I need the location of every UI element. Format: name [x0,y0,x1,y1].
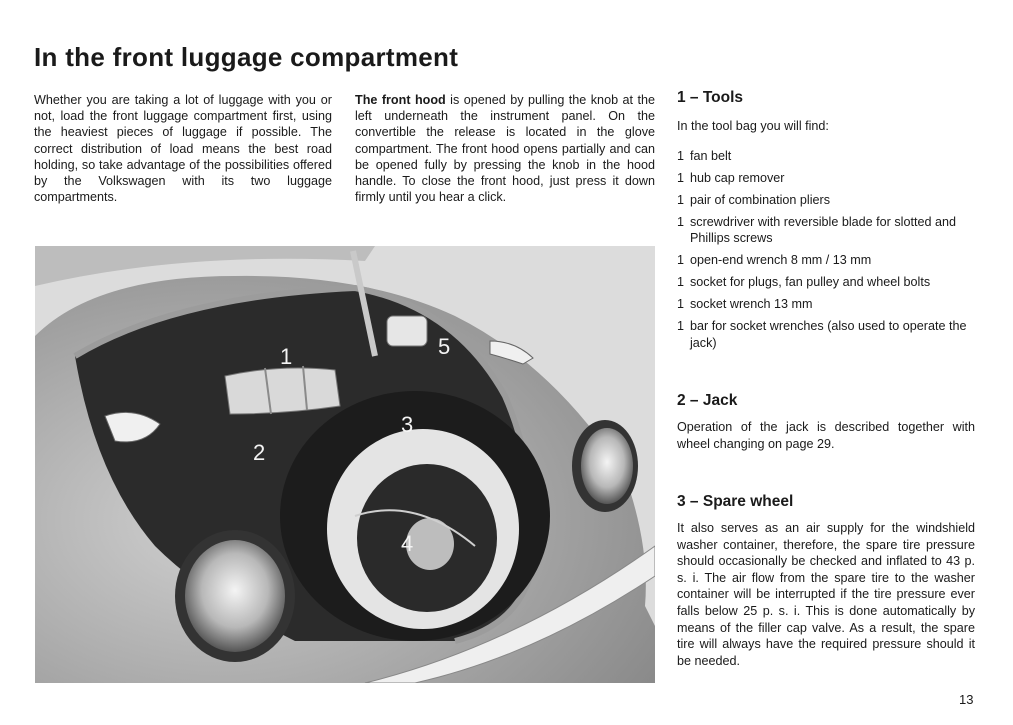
luggage-compartment-photo [35,246,655,683]
tool-text: bar for socket wrenches (also used to operate the jack) [690,319,967,350]
intro-paragraph: Whether you are taking a lot of luggage with you or not, load the front luggage compartment first, using the heaviest pieces of luggage if possible. The correct distribution of load means the best road holding, so take advantage of the possibilities offered by the Volkswagen with its two luggage compartments. [34,93,332,205]
callout-4: 4 [401,531,414,556]
tool-item [677,192,977,208]
front-hood-text: is opened by pulling the knob at the left underneath the instrument panel. On the convertible the release is located in the glove compartment. The front hood opens partially and can be opened fully by pressing the knob in the hood handle. To close the front hood, just press it down firmly until you hear a click. [355,93,655,205]
tool-item [677,148,977,164]
callout-2: 2 [253,440,266,465]
tool-text: socket wrench 13 mm [690,297,813,312]
callout-1: 1 [280,344,293,369]
tool-qty: 1 [677,275,685,290]
tools-intro: In the tool bag you will find: [677,119,829,133]
tool-text: pair of combination pliers [690,193,831,207]
jack-heading: 2 – Jack [677,392,738,409]
tool-item [677,252,977,268]
page-title: In the front luggage compartment [34,42,459,72]
spare-wheel-heading: 3 – Spare wheel [677,493,794,510]
tool-qty: 1 [677,215,685,229]
tool-qty: 1 [677,297,685,312]
callout-5: 5 [438,334,451,359]
tool-qty: 1 [677,253,685,268]
spare-wheel-text: It also serves as an air supply for the windshield washer container, therefore, the spare tire pressure should occasionally be checked and inflated to 43 p. s. i. The air flow from the spare tire to the washer container will be interrupted if the tire pressure ever falls below 25 p. s. i. This is done automatically by means of the filler cap valve. As a result, the spare tire will always have the required pressure should it be needed. [677,521,975,668]
tool-qty: 1 [677,319,685,334]
tool-item [677,318,977,351]
tool-item [677,296,977,312]
callout-3: 3 [401,412,414,437]
page-number: 13 [959,692,974,707]
front-hood-paragraph [355,92,655,205]
tool-text: socket for plugs, fan pulley and wheel bolts [690,275,931,290]
tool-text: screwdriver with reversible blade for slotted and Phillips screws [690,215,956,246]
car-illustration [35,246,655,683]
tool-qty: 1 [677,149,685,163]
tool-qty: 1 [677,171,685,185]
tools-heading: 1 – Tools [677,89,744,106]
tool-item [677,214,977,247]
tool-text: hub cap remover [690,171,785,185]
jack-text: Operation of the jack is described together with wheel changing on page 29. [677,420,975,451]
tool-text: fan belt [690,149,732,163]
front-hood-lead: The front hood [355,93,446,107]
tool-item [677,274,977,290]
tool-item [677,170,977,186]
tool-text: open-end wrench 8 mm / 13 mm [690,253,872,268]
tool-qty: 1 [677,193,685,207]
tools-list [677,148,977,357]
